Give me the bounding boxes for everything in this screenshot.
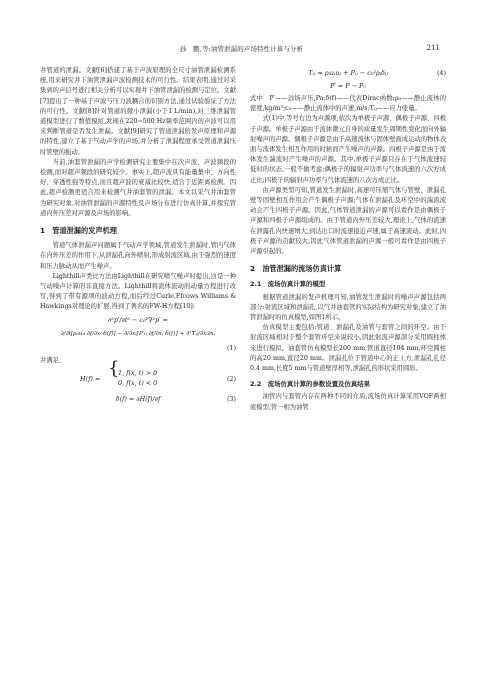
paragraph: 油管内与套管内存在两种不同的介质,流场仿真计算采用VOF两相流模型,管一相为油管: [250, 393, 446, 411]
page-header: [40, 44, 440, 58]
equation-4-line-2: P′ = P − P₀: [330, 82, 366, 90]
equation-2-case-1: 1, f(x, t) > 0: [118, 368, 158, 377]
equation-number: (1): [226, 343, 236, 352]
equation-2-lhs: H(f) =: [80, 374, 101, 383]
paragraph: 井管道的泄漏。文献[6]搭建了基于声波原理的全尺寸油管泄漏检测系统,用来研究井下油管泄漏声波检测技术的可行性。结果表明,通过对采集到的声信号进行相关分析可以实现井下油管泄漏的检测与定位。文献[7]提出了一种基于声波与压力波耦合的识别方法,通过试验验证了方法的可行性。文献[8]针对管道的微小泄漏(小于1 L/min),对三维泄漏管道模型进行了数值模拟,发现在220~500 Hz频率范围内的声波可以用来判断管道是否发生泄漏。文献[9]研究了管道泄漏的发声原理和声源的特性,建立了基于气动声学的声场,并分析了泄漏程度承受管道泄漏压时管壁的振动。: [40, 67, 236, 156]
paragraph: 由声源类型可知,管道发生泄漏时,高速可压缩气体与管壁、泄漏孔壁等固壁相互作用会产生偶极子声源;气体在泄漏孔及环空中的湍流流动会产生四极子声源。因此,气体管道泄漏的声源可以看作是由偶极子声源和四极子声源组成的。由于管道内外压差较大,理论上,气体的流速在泄露孔内快速增大,到达出口时流速接近声速,属于高速流动。此时,四极子声源的贡献较大,因此气体管道泄漏的声源一般可看作是由四极子声源引起的。: [250, 186, 446, 256]
paragraph: Lighthill声类比方法由Lighthill在研究喷气噪声时提出,这是一种气动噪声计算的非直接方法。Lighthill将流体流动的动量方程进行改写,得到了带有源项的波动方程,而后经过Curle,Ffcows Williams & Hawkings对理论的扩展,得到了著名的FW-H方程[10]:: [40, 272, 236, 311]
subsection-heading: 2.2 流场仿真计算的参数设置及仿真结果: [250, 380, 370, 389]
paragraph: 仿真模型主要包括:管道、泄漏孔及油管与套管之间的环空。由于射流区域相对于整个套管环空来说较小,因此射流声源部分采用圆柱体来进行模拟。油套管仿真模型长200 mm,管道直径104 mm,环空圆柱的高20 mm,直径20 mm。泄漏孔位于管道中心的正上方,泄漏孔孔径0.4 mm,长度5 mm与管道壁厚相等,泄漏孔的形状采用圆形。: [250, 324, 446, 373]
equation-1-line-2: ∂/∂t[ρ₀uₙ ∂f/∂xᵢ δ(f)] − ∂/∂xᵢ[P′ᵢⱼ ∂f/∂xⱼ δ(f)] + ∂²Tᵢⱼ/∂xᵢ∂xⱼ: [60, 330, 216, 337]
equation-number: (4): [436, 69, 446, 77]
page-number: 211: [426, 44, 440, 52]
paragraph: 管道气体泄漏声问题属于气动声学领域,管道发生泄漏时,管内气体在内外压差的作用下,从泄漏孔向外喷射,形成射流区域,由于强烈的速度和压力脉动从而产生噪声。: [40, 242, 236, 270]
left-column: [40, 66, 236, 409]
equation-1-number-row: [40, 343, 236, 354]
section-heading: 1 管道泄漏的发声机理: [40, 226, 117, 236]
paragraph: 并满足,: [40, 356, 61, 364]
equation-number: (3): [226, 394, 236, 403]
equation-3: δ(f) = ∂H(f)/∂f (3): [115, 394, 236, 403]
running-title: 孙 鹏,等:油管泄漏的声场特性计算与分析: [180, 45, 304, 53]
brace-symbol: {: [108, 357, 120, 379]
equation-2-case-2: 0, f(x, t) < 0: [118, 378, 158, 387]
paragraph: 当前,油套管泄漏的声学检测研究主要集中在次声波、声波频段的检测,而对超声频段的研究较少。事实上,超声波具有能量集中、方向性好、穿透性强等特点,而且超声波的衰减比较快,适合于近距离检测。因此,超声检测更适合用来检测气井油套管的泄漏。本文以采气井油套管为研究对象,对油管泄漏的声源特性及声场分布进行仿真计算,并探究管道内外压差对声源及声场的影响。: [40, 158, 236, 217]
section-heading: 2 油管泄漏的流场仿真计算: [250, 264, 342, 274]
right-column: [250, 66, 446, 413]
equation-1-line-1: ∂²p′/∂t² − c₀²∇²p′ =: [107, 315, 169, 324]
paragraph: 式中 P′——远场声压,Pa;δ(f)——代表Dirac函数;ρ₀——静止流体的密度,kg/m³;c₀——静止流体中的声速,m/s;Tᵢⱼ——应力张量。: [250, 95, 446, 113]
equation-4-line-1: Tᵢⱼ = ρᵢuᵢuⱼ + Pᵢⱼ − c₀²ρᵢδᵢⱼ (4): [308, 69, 446, 77]
subsection-heading: 2.1 流场仿真计算的模型: [250, 280, 326, 289]
paragraph: 根据管道泄漏的发声机理可知,油管发生泄漏时的噪声声源包括两部分:射流区域和泄漏孔,以气井油套管的实际结构为研究对象,建立了油管泄漏时的仿真模型,如图1所示。: [250, 293, 446, 322]
paragraph: 式(1)中,等号右边为声源项,依次为单极子声源、偶极子声源、四极子声源。单极子声源由于流体微元自身的质量发生周期性变化而向外辐射噪声的声源。偶极子声源是由于高速流体与固体壁面成运动的物体表面与流体发生相互作用的时候而产生噪声的声源。四极子声源是由于流体发生湍流时产生噪声的声源。其中,单极子声源只存在于气体流速较低时的状态,一般不做考虑;偶极子的辐射声功率与气体流速的六次方成正比;四极子的辐射声功率与气体流速的八次方成正比。: [250, 115, 446, 184]
equation-number: (2): [226, 374, 236, 383]
